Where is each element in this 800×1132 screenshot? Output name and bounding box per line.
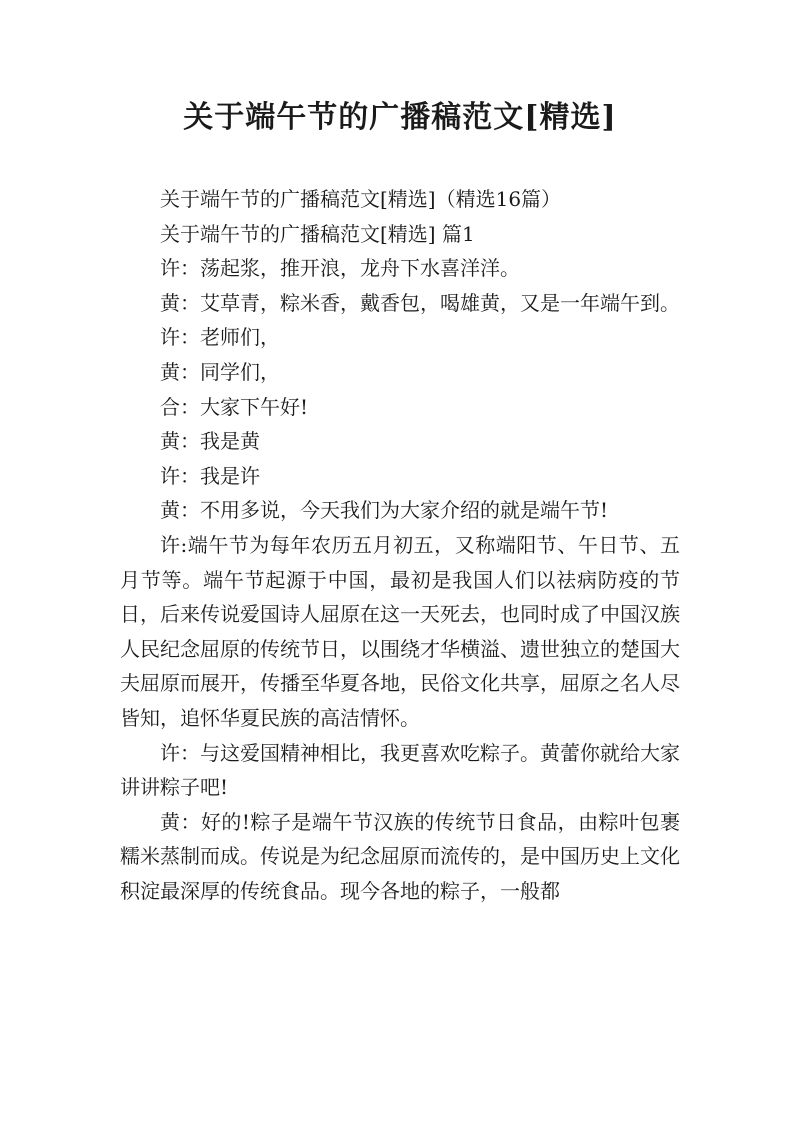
paragraph-12: 许：与这爱国精神相比，我更喜欢吃粽子。黄蕾你就给大家讲讲粽子吧! (120, 740, 680, 800)
paragraph-1: 关于端午节的广播稿范文[精选]（精选16篇） (160, 187, 562, 211)
paragraph-11: 许:端午节为每年农历五月初五，又称端阳节、午日节、五月节等。端午节起源于中国，最初是我国人们以祛病防疫的节日，后来传说爱国诗人屈原在这一天死去，也同时成了中国汉族人民纪念屈原的传统节日，以围绕才华横溢、遗世独立的楚国大夫屈原而展开，传播至华夏各地，民俗文化共享，屈原之名人尽皆知，追怀华夏民族的高洁情怀。 (120, 532, 680, 730)
paragraph-13: 黄：好的!粽子是端午节汉族的传统节日食品，由粽叶包裹糯米蒸制而成。传说是为纪念屈原而流传的，是中国历史上文化积淀最深厚的传统食品。现今各地的粽子，一般都 (120, 809, 680, 903)
paragraph-4: 黄：艾草青，粽米香，戴香包，喝雄黄，又是一年端午到。 (160, 290, 680, 315)
document-body (120, 182, 680, 908)
paragraph-7: 合：大家下午好! (160, 394, 309, 419)
paragraph-6: 黄：同学们， (160, 359, 280, 384)
document-title: 关于端午节的广播稿范文[精选] (183, 100, 617, 135)
paragraph-10: 黄：不用多说，今天我们为大家介绍的就是端午节! (160, 498, 609, 523)
paragraph-8: 黄：我是黄 (160, 429, 260, 454)
paragraph-9: 许：我是许 (160, 463, 260, 488)
paragraph-3: 许：荡起浆，推开浪，龙舟下水喜洋洋。 (160, 256, 520, 281)
paragraph-2: 关于端午节的广播稿范文[精选] 篇1 (160, 221, 475, 246)
paragraph-5: 许：老师们， (160, 325, 280, 350)
